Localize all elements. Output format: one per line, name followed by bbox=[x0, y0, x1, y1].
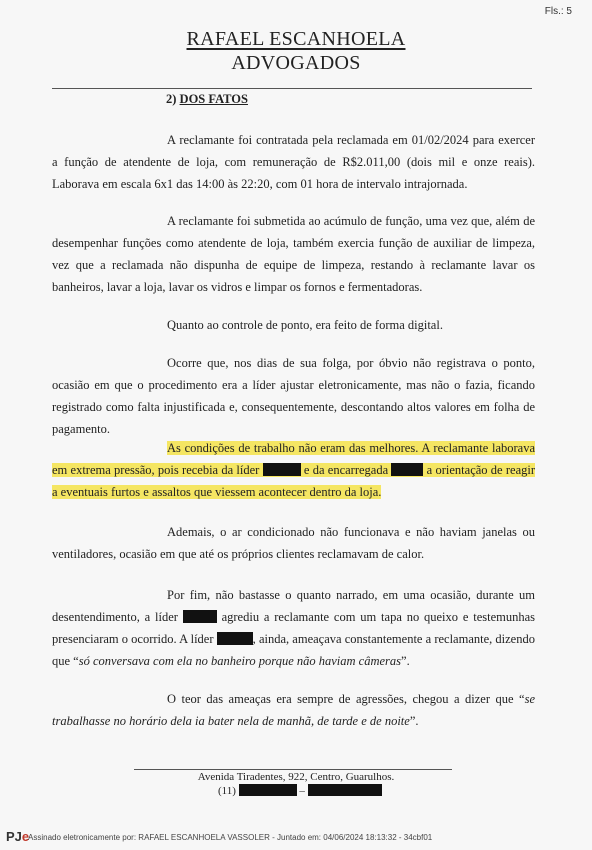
phone-separator: – bbox=[299, 785, 305, 797]
paragraph-threats bbox=[52, 688, 535, 732]
text-segment: a orientação de reagir a eventuais furtos e assaltos que viessem acontecer dentro da loja. bbox=[52, 463, 536, 499]
section-title bbox=[166, 92, 248, 107]
paragraph-contract: A reclamante foi contratada pela reclamada em 01/02/2024 para exercer a função de atendente de loja, com remuneração de R$2.011,00 (dois mil e onze reais). Laborava em escala 6x1 das 14:00 às 22:20, com 01 hora de intervalo intrajornada. bbox=[52, 133, 535, 191]
quote: se trabalhasse no horário dela ia bater nela de manhã, de tarde e de noite bbox=[52, 692, 535, 728]
redacted-phone bbox=[239, 784, 297, 796]
header-divider bbox=[52, 88, 532, 89]
signature-text: Assinado eletronicamente por: RAFAEL ESCANHOELA VASSOLER - Juntado em: 04/06/2024 18:13:32 - 34cbf01 bbox=[28, 833, 433, 842]
redacted-name bbox=[217, 632, 253, 645]
section-heading: DOS FATOS bbox=[179, 92, 248, 106]
footer-address: Avenida Tiradentes, 922, Centro, Guarulhos. bbox=[197, 771, 395, 783]
redacted-name bbox=[263, 463, 301, 476]
redacted-phone bbox=[308, 784, 382, 796]
text-segment: , ainda, ameaçava constantemente a reclamante, dizendo que “ bbox=[52, 632, 535, 668]
firm-subtitle: ADVOGADOS bbox=[231, 52, 361, 74]
text-segment: ”. bbox=[409, 714, 419, 728]
text-segment: agrediu a reclamante com um tapa no queixo e testemunhas presenciaram o ocorrido. A líder bbox=[52, 610, 536, 646]
paragraph-time-control: Quanto ao controle de ponto, era feito de forma digital. bbox=[167, 318, 443, 332]
text-segment: e da encarregada bbox=[303, 463, 389, 477]
paragraph-air-conditioning: Ademais, o ar condicionado não funcionava e não haviam janelas ou ventiladores, ocasião em que até os próprios clientes reclamavam de calor. bbox=[52, 525, 535, 561]
text-segment: Por fim, não bastasse o quanto narrado, em uma ocasião, durante um desentendimento, a líder bbox=[52, 588, 535, 624]
paragraph-aggression bbox=[52, 584, 535, 672]
pje-logo bbox=[6, 829, 29, 844]
pje-signature-bar bbox=[0, 824, 592, 850]
page-number: Fls.: 5 bbox=[544, 6, 572, 17]
redacted-name bbox=[391, 463, 423, 476]
quote: só conversava com ela no banheiro porque não haviam câmeras bbox=[78, 654, 402, 668]
firm-name bbox=[0, 28, 592, 51]
text-segment: As condições de trabalho não eram das melhores. A reclamante laborava em extrema pressão, pois recebia da líder bbox=[52, 441, 535, 477]
paragraph-accumulation: A reclamante foi submetida ao acúmulo de função, uma vez que, além de desempenhar funções como atendente de loja, também exercia função de auxiliar de limpeza, vez que a reclamada não dispunha de equipe de limpeza, restando à reclamante lavar os banheiros, lavar a loja, lavar os vidros e limpar os fornos e fermentadoras. bbox=[52, 214, 535, 294]
text-segment: ”. bbox=[401, 654, 410, 668]
pje-logo-text: PJ bbox=[6, 829, 22, 844]
footer-phone bbox=[218, 784, 382, 797]
pje-logo-accent: e bbox=[21, 829, 30, 844]
redacted-name bbox=[183, 610, 217, 623]
phone-prefix: (11) bbox=[218, 785, 236, 797]
highlighted-text bbox=[52, 441, 535, 499]
firm-name-text: RAFAEL ESCANHOELA bbox=[186, 28, 406, 50]
paragraph-time-off: Ocorre que, nos dias de sua folga, por óbvio não registrava o ponto, ocasião em que o procedimento era a líder ajustar eletronicamente, mas não o fazia, ficando registrado como falta injustificada e, consequentemente, descontando altos valores em folha de pagamento. bbox=[52, 356, 535, 436]
paragraph-conditions bbox=[52, 437, 535, 503]
text-segment: O teor das ameaças era sempre de agressões, chegou a dizer que “ bbox=[167, 692, 525, 706]
footer-divider bbox=[134, 769, 452, 770]
section-number: 2) bbox=[166, 92, 177, 106]
